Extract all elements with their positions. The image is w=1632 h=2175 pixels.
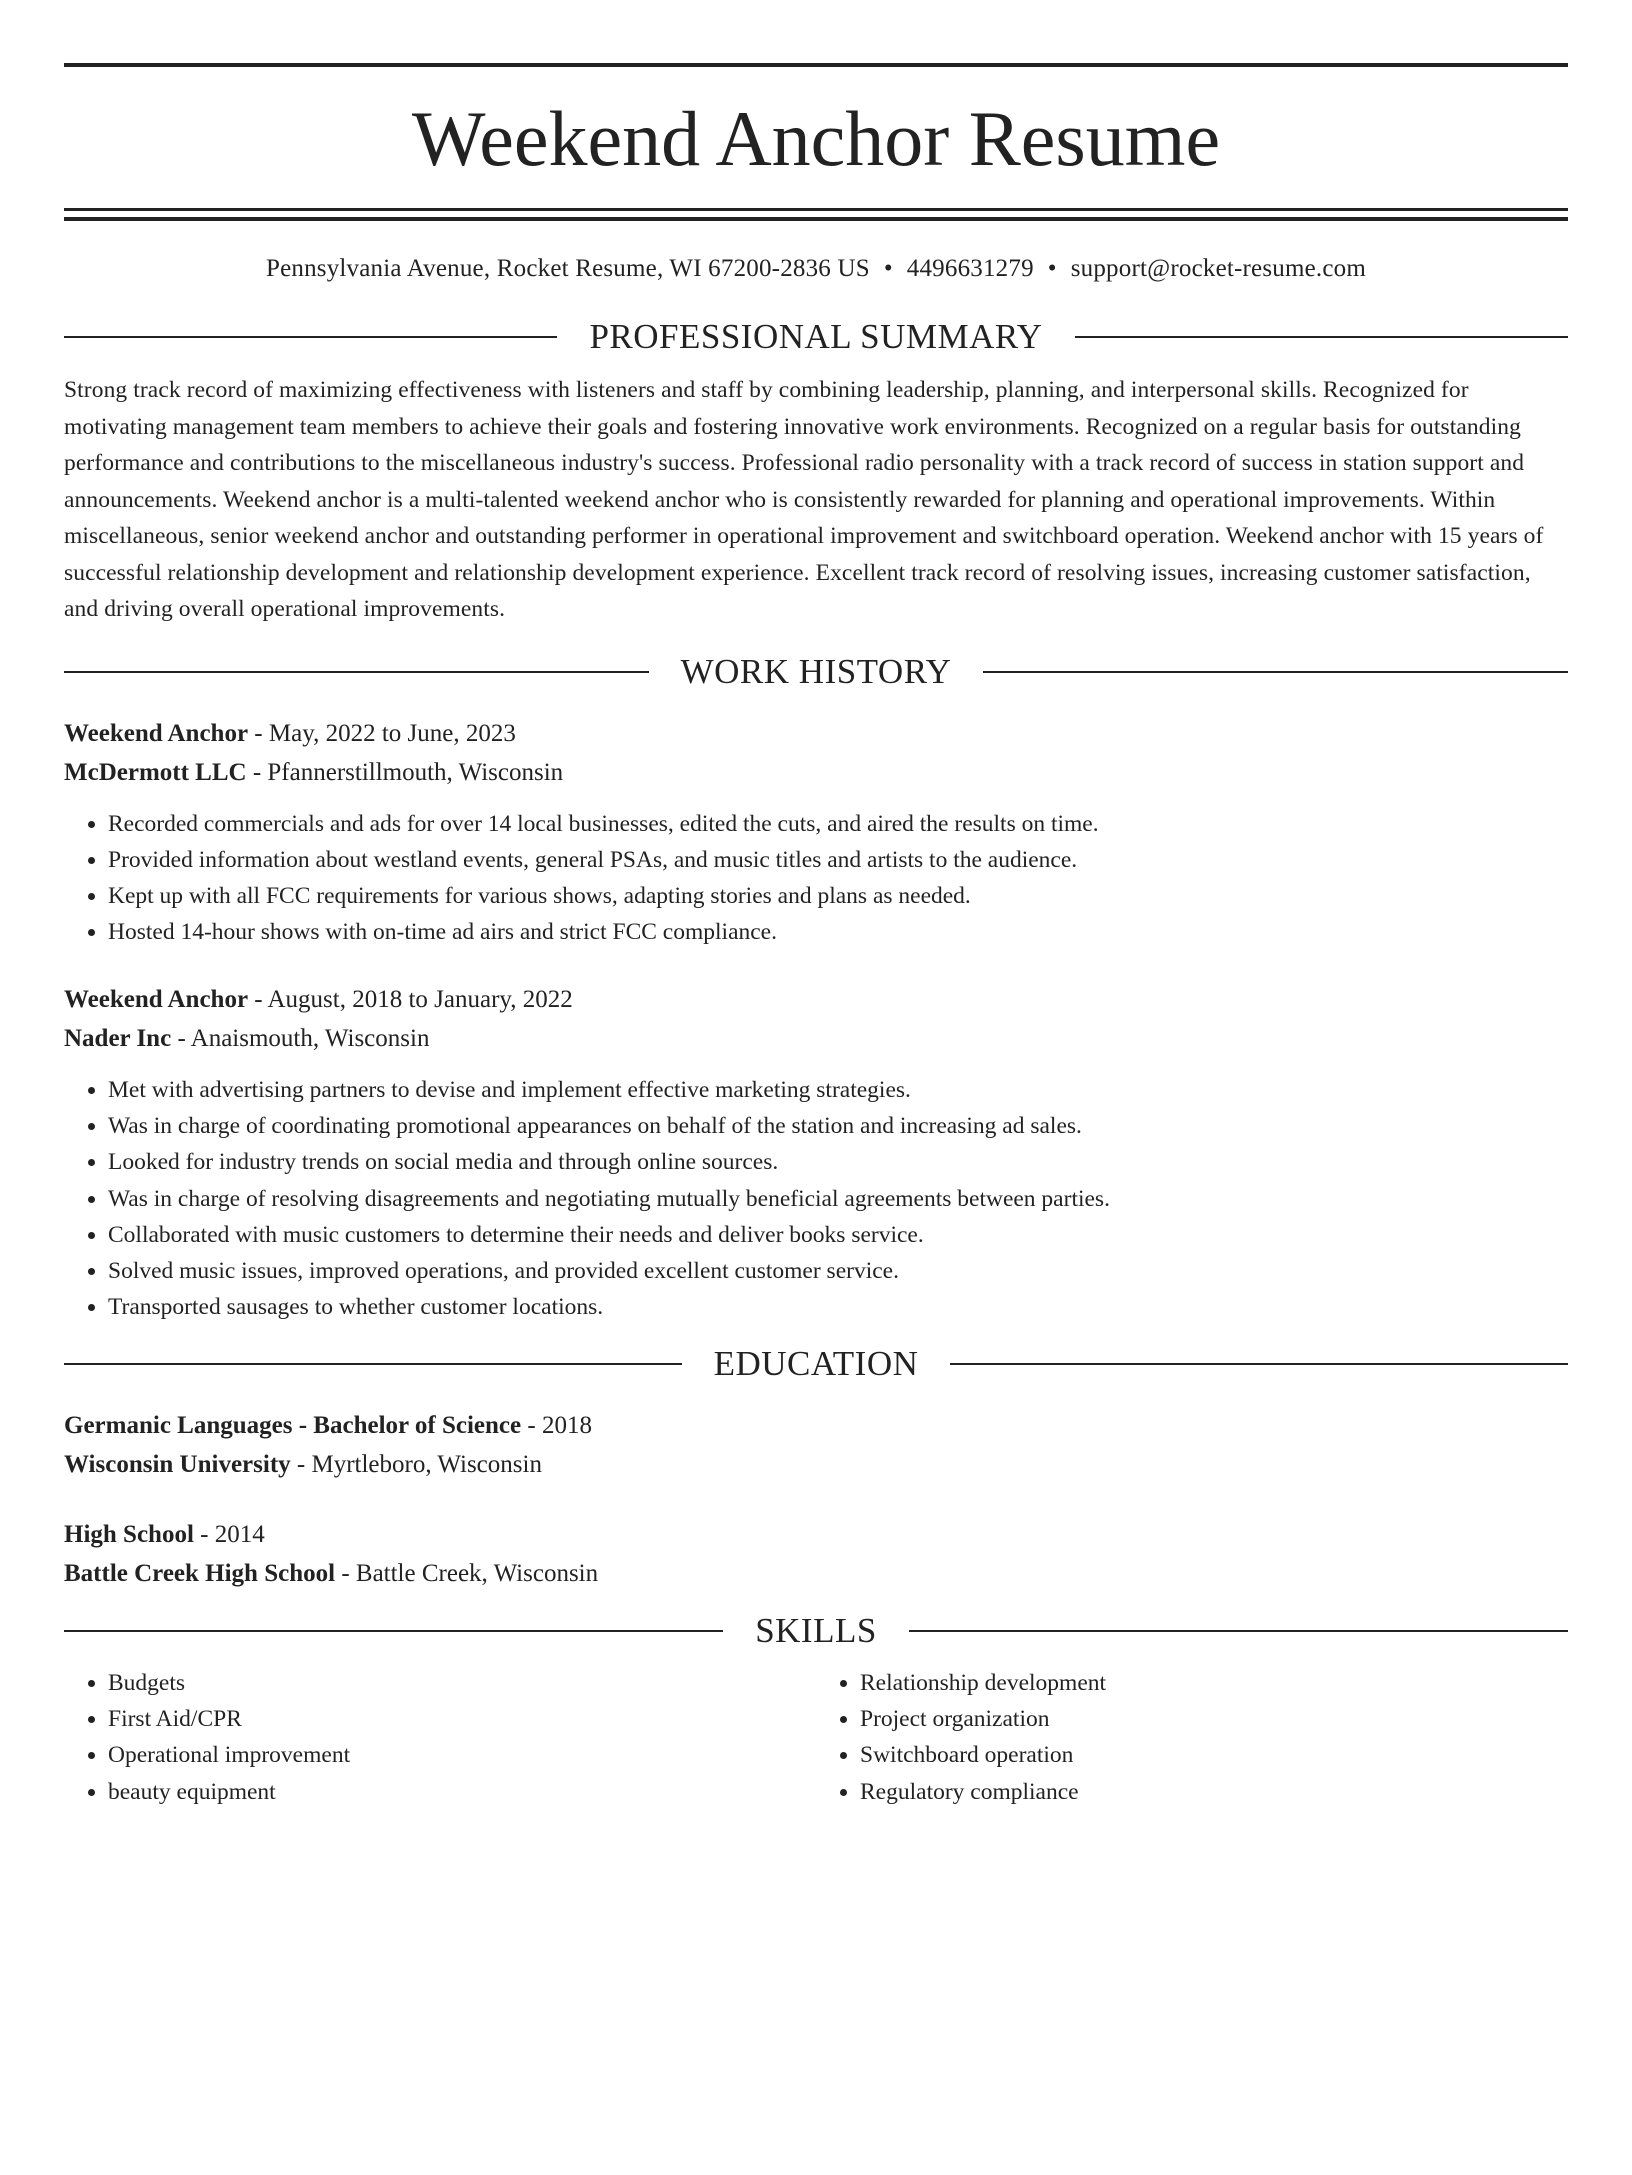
- education-school-line: [64, 1445, 1568, 1484]
- section-title-education: EDUCATION: [713, 1343, 919, 1383]
- skill-item: • Operational improvement: [108, 1737, 816, 1773]
- education-location: - Myrtleboro, Wisconsin: [290, 1450, 542, 1478]
- education-entry: [64, 1515, 1568, 1593]
- job-bullet: • Recorded commercials and ads for over 14 local businesses, edited the cuts, and aired the results on time.: [108, 806, 1568, 842]
- section-heading-education: [64, 1342, 1568, 1386]
- job-company-line: [64, 753, 1568, 792]
- job-bullet: • Solved music issues, improved operations, and provided excellent customer service.: [108, 1253, 1568, 1289]
- resume-page: [0, 63, 1632, 2175]
- job-dates: - May, 2022 to June, 2023: [248, 719, 516, 747]
- heading-rule-right: [983, 671, 1568, 673]
- heading-rule-left: [64, 671, 649, 673]
- education-entry: [64, 1406, 1568, 1484]
- heading-rule-right: [950, 1363, 1568, 1365]
- contact-phone: 4496631279: [906, 255, 1034, 282]
- skills-columns: [64, 1665, 1568, 1810]
- job-bullet: • Collaborated with music customers to determine their needs and deliver books service.: [108, 1217, 1568, 1253]
- job-company: McDermott LLC: [64, 758, 247, 786]
- skill-item: • Relationship development: [860, 1665, 1568, 1701]
- education-degree-line: [64, 1515, 1568, 1554]
- job-company-line: [64, 1019, 1568, 1058]
- education-year: - 2014: [193, 1520, 265, 1548]
- heading-rule-left: [64, 1630, 723, 1632]
- section-heading-work: [64, 650, 1568, 694]
- job-title-line: [64, 714, 1568, 753]
- job-dates: - August, 2018 to January, 2022: [248, 985, 573, 1013]
- section-heading-skills: [64, 1609, 1568, 1653]
- top-rule: [64, 63, 1568, 67]
- job-bullet: • Hosted 14-hour shows with on-time ad airs and strict FCC compliance.: [108, 914, 1568, 950]
- education-school: Battle Creek High School: [64, 1559, 336, 1587]
- job-bullets: [64, 806, 1568, 951]
- job-bullet: • Kept up with all FCC requirements for various shows, adapting stories and plans as needed.: [108, 878, 1568, 914]
- job-title: Weekend Anchor: [64, 985, 249, 1013]
- education-school-line: [64, 1554, 1568, 1593]
- job-bullets: [64, 1072, 1568, 1326]
- skill-item: • Project organization: [860, 1701, 1568, 1737]
- title-double-rule: [64, 208, 1568, 221]
- section-title-skills: SKILLS: [755, 1610, 877, 1650]
- contact-address: Pennsylvania Avenue, Rocket Resume, WI 67200-2836 US: [265, 255, 870, 282]
- job-title: Weekend Anchor: [64, 719, 249, 747]
- skills-list-left: [64, 1665, 816, 1810]
- education-degree: High School: [64, 1520, 194, 1548]
- job-entry: [64, 980, 1568, 1326]
- job-bullet: • Looked for industry trends on social media and through online sources.: [108, 1144, 1568, 1180]
- contact-line: [64, 252, 1568, 286]
- skills-list-right: [816, 1665, 1568, 1810]
- skill-item: • beauty equipment: [108, 1774, 816, 1810]
- skill-item: • Regulatory compliance: [860, 1774, 1568, 1810]
- section-heading-summary: [64, 315, 1568, 359]
- heading-rule-right: [909, 1630, 1568, 1632]
- education-degree: Germanic Languages - Bachelor of Science: [64, 1411, 522, 1439]
- education-year: - 2018: [521, 1411, 592, 1439]
- job-bullet: • Transported sausages to whether customer locations.: [108, 1289, 1568, 1325]
- heading-rule-left: [64, 336, 557, 338]
- contact-email: support@rocket-resume.com: [1070, 255, 1367, 282]
- job-entry: [64, 714, 1568, 951]
- job-bullet: • Provided information about westland events, general PSAs, and music titles and artists to the audience.: [108, 842, 1568, 878]
- job-location: - Anaismouth, Wisconsin: [171, 1024, 430, 1052]
- job-bullet: • Was in charge of resolving disagreements and negotiating mutually beneficial agreements between parties.: [108, 1181, 1568, 1217]
- heading-rule-right: [1075, 336, 1568, 338]
- education-location: - Battle Creek, Wisconsin: [335, 1559, 599, 1587]
- section-title-summary: PROFESSIONAL SUMMARY: [589, 317, 1043, 356]
- resume-title: Weekend Anchor Resume: [411, 95, 1221, 182]
- skill-item: • First Aid/CPR: [108, 1701, 816, 1737]
- education-school: Wisconsin University: [64, 1450, 291, 1478]
- job-bullet: • Met with advertising partners to devise and implement effective marketing strategies.: [108, 1072, 1568, 1108]
- job-location: - Pfannerstillmouth, Wisconsin: [246, 758, 564, 786]
- education-degree-line: [64, 1406, 1568, 1445]
- section-title-work: WORK HISTORY: [680, 651, 952, 691]
- contact-separator: •: [1047, 255, 1057, 282]
- job-bullet: • Was in charge of coordinating promotional appearances on behalf of the station and increasing ad sales.: [108, 1108, 1568, 1144]
- summary-text: Strong track record of maximizing effectiveness with listeners and staff by combining leadership, planning, and interpersonal skills. Recognized for motivating management team members to achieve their goals and fostering innovative work environments. Recognized on a regular basis for outstanding performance and contributions to the miscellaneous industry's success. Professional radio personality with a track record of success in station support and announcements. Weekend anchor is a multi-talented weekend anchor who is consistently rewarded for planning and operational improvements. Within miscellaneous, senior weekend anchor and outstanding performer in operational improvement and switchboard operation. Weekend anchor with 15 years of successful relationship development and relationship development experience. Excellent track record of resolving issues, increasing customer satisfaction, and driving overall operational improvements.: [64, 377, 1544, 622]
- job-company: Nader Inc: [64, 1024, 172, 1052]
- skill-item: • Budgets: [108, 1665, 816, 1701]
- job-title-line: [64, 980, 1568, 1019]
- heading-rule-left: [64, 1363, 682, 1365]
- contact-separator: •: [883, 255, 893, 282]
- skill-item: • Switchboard operation: [860, 1737, 1568, 1773]
